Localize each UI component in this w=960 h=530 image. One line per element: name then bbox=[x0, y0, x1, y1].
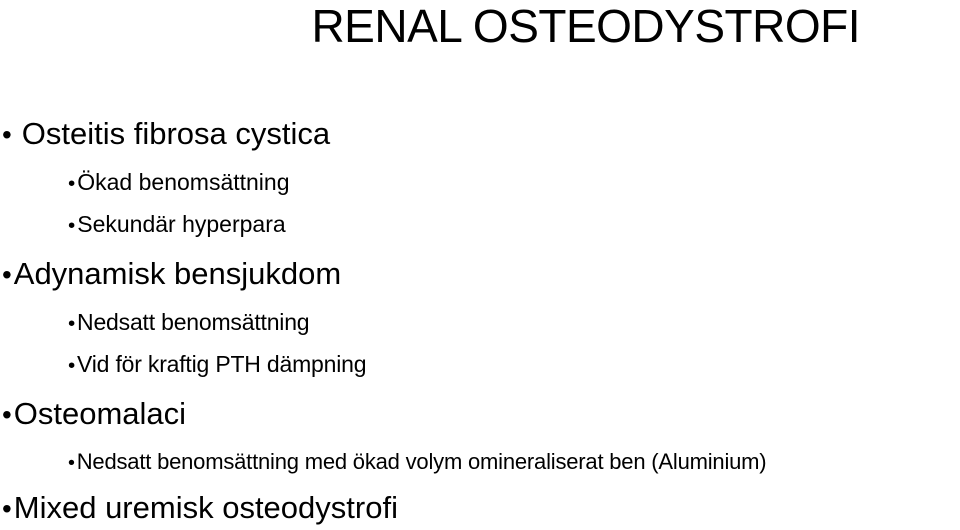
bullet-text: Osteomalaci bbox=[13, 396, 187, 431]
bullet-dot-icon: • bbox=[2, 399, 12, 430]
slide-title: RENAL OSTEODYSTROFI bbox=[311, 0, 860, 52]
bullet-text: Adynamisk bensjukdom bbox=[13, 256, 342, 291]
bullet-dot-icon: • bbox=[2, 259, 12, 290]
sub-bullet-text: Vid för kraftig PTH dämpning bbox=[77, 351, 367, 377]
bullet-dot-icon: • bbox=[68, 172, 76, 195]
sub-bullet bbox=[68, 210, 286, 240]
bullet-dot-icon: • bbox=[68, 312, 76, 335]
bullet-dot-icon: • bbox=[68, 354, 76, 377]
sub-bullet bbox=[68, 448, 766, 477]
bullet-dot-icon: • bbox=[2, 493, 12, 524]
bullet-dot-icon: • bbox=[68, 452, 75, 474]
bullet-dot-icon: • bbox=[2, 119, 12, 150]
sub-bullet bbox=[68, 308, 309, 338]
sub-bullet-text: Nedsatt benomsättning med ökad volym omineraliserat ben (Aluminium) bbox=[76, 449, 767, 474]
sub-bullet bbox=[68, 350, 366, 380]
sub-bullet-text: Ökad benomsättning bbox=[77, 169, 290, 195]
bullet-osteomalaci bbox=[2, 396, 186, 433]
sub-bullet bbox=[68, 168, 290, 198]
sub-bullet-text: Nedsatt benomsättning bbox=[77, 309, 310, 335]
bullet-osteitis-fibrosa-cystica bbox=[2, 116, 330, 153]
bullet-text: Mixed uremisk osteodystrofi bbox=[13, 490, 398, 525]
bullet-mixed-uremisk-osteodystrofi bbox=[2, 490, 398, 527]
bullet-text: Osteitis fibrosa cystica bbox=[21, 116, 331, 151]
bullet-adynamisk-bensjukdom bbox=[2, 256, 341, 293]
bullet-dot-icon: • bbox=[68, 214, 76, 237]
sub-bullet-text: Sekundär hyperpara bbox=[77, 211, 286, 237]
